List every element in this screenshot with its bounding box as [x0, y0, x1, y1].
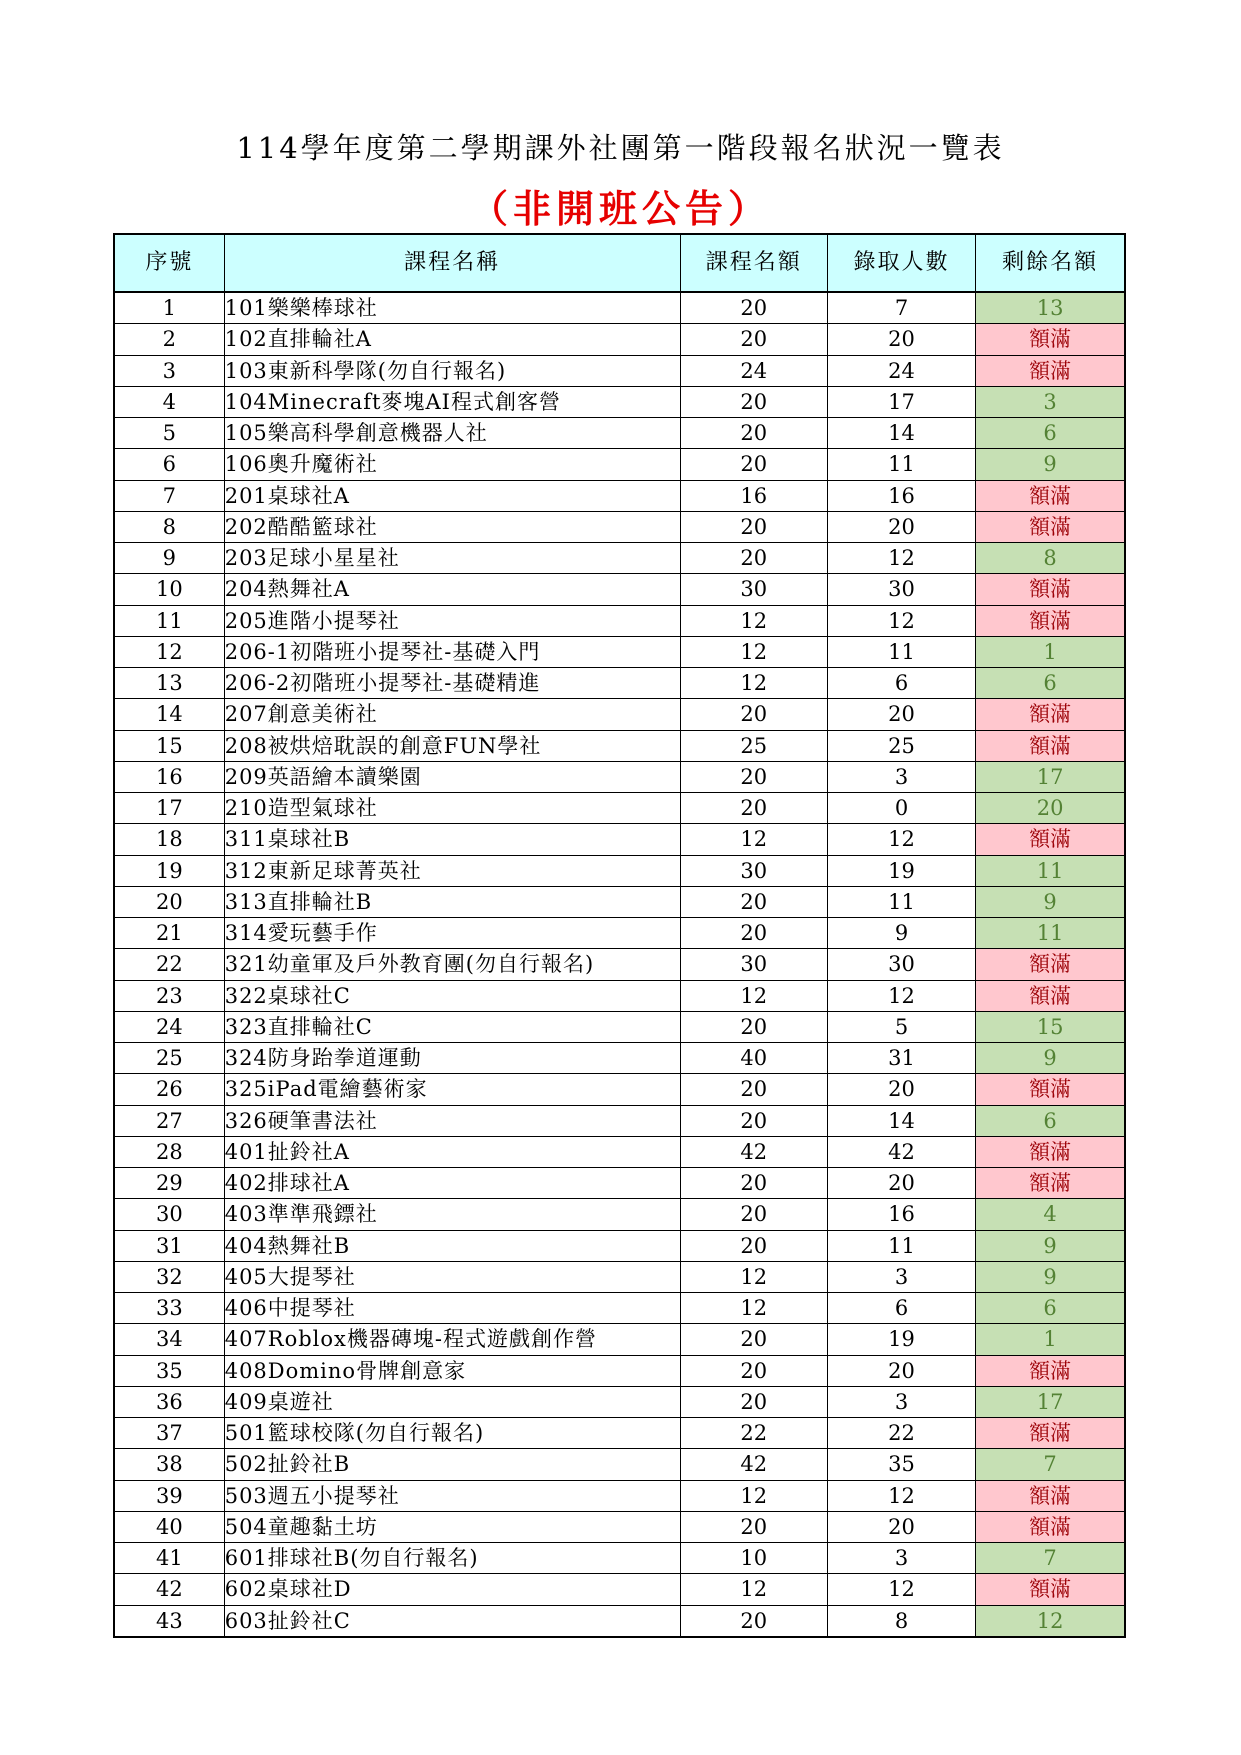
course-name-cell: 311桌球社B — [224, 824, 680, 855]
table-row — [114, 418, 1125, 449]
serial-number-cell: 2 — [114, 324, 224, 355]
course-quota-cell: 12 — [680, 1293, 827, 1324]
admitted-count-cell: 3 — [827, 761, 975, 792]
table-row — [114, 793, 1125, 824]
remaining-slots-cell: 20 — [976, 793, 1125, 824]
serial-number-cell: 35 — [114, 1355, 224, 1386]
remaining-slots-cell: 1 — [976, 636, 1125, 667]
serial-number-cell: 17 — [114, 793, 224, 824]
admitted-count-cell: 20 — [827, 1355, 975, 1386]
course-quota-cell: 16 — [680, 480, 827, 511]
course-name-cell: 203足球小星星社 — [224, 543, 680, 574]
remaining-slots-cell: 額滿 — [976, 1418, 1125, 1449]
admitted-count-cell: 6 — [827, 668, 975, 699]
course-quota-cell: 42 — [680, 1136, 827, 1167]
course-name-cell: 407Roblox機器磚塊-程式遊戲創作營 — [224, 1324, 680, 1355]
admitted-count-cell: 3 — [827, 1543, 975, 1574]
admitted-count-cell: 12 — [827, 1480, 975, 1511]
course-quota-cell: 20 — [680, 386, 827, 417]
course-quota-cell: 20 — [680, 1105, 827, 1136]
serial-number-cell: 10 — [114, 574, 224, 605]
table-row — [114, 1168, 1125, 1199]
course-name-cell: 313直排輪社B — [224, 886, 680, 917]
serial-number-cell: 9 — [114, 543, 224, 574]
course-quota-cell: 30 — [680, 574, 827, 605]
admitted-count-cell: 16 — [827, 480, 975, 511]
admitted-count-cell: 20 — [827, 324, 975, 355]
course-name-cell: 322桌球社C — [224, 980, 680, 1011]
course-name-cell: 403準準飛鏢社 — [224, 1199, 680, 1230]
serial-number-cell: 28 — [114, 1136, 224, 1167]
serial-number-cell: 21 — [114, 918, 224, 949]
admitted-count-cell: 12 — [827, 1574, 975, 1605]
remaining-slots-cell: 9 — [976, 1261, 1125, 1292]
serial-number-cell: 6 — [114, 449, 224, 480]
remaining-slots-cell: 額滿 — [976, 574, 1125, 605]
remaining-slots-cell: 9 — [976, 886, 1125, 917]
admitted-count-cell: 3 — [827, 1261, 975, 1292]
course-quota-cell: 10 — [680, 1543, 827, 1574]
course-quota-cell: 12 — [680, 668, 827, 699]
remaining-slots-cell: 額滿 — [976, 324, 1125, 355]
serial-number-cell: 16 — [114, 761, 224, 792]
serial-number-cell: 24 — [114, 1011, 224, 1042]
table-row — [114, 824, 1125, 855]
admitted-count-cell: 0 — [827, 793, 975, 824]
admitted-count-cell: 8 — [827, 1605, 975, 1637]
table-row — [114, 980, 1125, 1011]
serial-number-cell: 19 — [114, 855, 224, 886]
header-row — [114, 234, 1125, 292]
course-quota-cell: 40 — [680, 1043, 827, 1074]
admitted-count-cell: 17 — [827, 386, 975, 417]
table-row — [114, 918, 1125, 949]
table-row — [114, 636, 1125, 667]
remaining-slots-cell: 7 — [976, 1449, 1125, 1480]
admitted-count-cell: 3 — [827, 1386, 975, 1417]
table-row — [114, 1418, 1125, 1449]
course-quota-cell: 30 — [680, 855, 827, 886]
remaining-slots-cell: 9 — [976, 449, 1125, 480]
course-name-cell: 326硬筆書法社 — [224, 1105, 680, 1136]
course-quota-cell: 12 — [680, 1574, 827, 1605]
serial-number-cell: 31 — [114, 1230, 224, 1261]
course-quota-cell: 12 — [680, 824, 827, 855]
table-row — [114, 386, 1125, 417]
serial-number-cell: 36 — [114, 1386, 224, 1417]
serial-number-cell: 23 — [114, 980, 224, 1011]
course-name-cell: 106奧升魔術社 — [224, 449, 680, 480]
course-quota-cell: 12 — [680, 1480, 827, 1511]
course-quota-cell: 12 — [680, 636, 827, 667]
remaining-slots-cell: 12 — [976, 1605, 1125, 1637]
admitted-count-cell: 5 — [827, 1011, 975, 1042]
course-name-cell: 402排球社A — [224, 1168, 680, 1199]
remaining-slots-cell: 17 — [976, 1386, 1125, 1417]
serial-number-cell: 37 — [114, 1418, 224, 1449]
remaining-slots-cell: 額滿 — [976, 1168, 1125, 1199]
admitted-count-cell: 12 — [827, 980, 975, 1011]
remaining-slots-cell: 11 — [976, 918, 1125, 949]
table-row — [114, 1324, 1125, 1355]
course-name-cell: 323直排輪社C — [224, 1011, 680, 1042]
admitted-count-cell: 19 — [827, 1324, 975, 1355]
course-name-cell: 208被烘焙耽誤的創意FUN學社 — [224, 730, 680, 761]
course-quota-cell: 20 — [680, 918, 827, 949]
table-row — [114, 543, 1125, 574]
admitted-count-cell: 12 — [827, 605, 975, 636]
table-row — [114, 1199, 1125, 1230]
admitted-count-cell: 6 — [827, 1293, 975, 1324]
course-quota-cell: 20 — [680, 886, 827, 917]
admitted-count-cell: 42 — [827, 1136, 975, 1167]
admitted-count-cell: 11 — [827, 1230, 975, 1261]
admitted-count-cell: 30 — [827, 949, 975, 980]
course-quota-cell: 12 — [680, 980, 827, 1011]
admitted-count-cell: 20 — [827, 511, 975, 542]
serial-number-cell: 27 — [114, 1105, 224, 1136]
serial-number-cell: 39 — [114, 1480, 224, 1511]
course-quota-cell: 30 — [680, 949, 827, 980]
course-quota-cell: 25 — [680, 730, 827, 761]
serial-number-cell: 29 — [114, 1168, 224, 1199]
serial-number-cell: 41 — [114, 1543, 224, 1574]
table-row — [114, 605, 1125, 636]
admitted-count-cell: 30 — [827, 574, 975, 605]
table-row — [114, 292, 1125, 324]
remaining-slots-cell: 7 — [976, 1543, 1125, 1574]
table-row — [114, 699, 1125, 730]
course-name-cell: 601排球社B(勿自行報名) — [224, 1543, 680, 1574]
course-name-cell: 501籃球校隊(勿自行報名) — [224, 1418, 680, 1449]
admitted-count-cell: 12 — [827, 824, 975, 855]
course-name-cell: 210造型氣球社 — [224, 793, 680, 824]
table-row — [114, 355, 1125, 386]
remaining-slots-cell: 額滿 — [976, 355, 1125, 386]
admitted-count-cell: 9 — [827, 918, 975, 949]
course-name-cell: 406中提琴社 — [224, 1293, 680, 1324]
remaining-slots-cell: 額滿 — [976, 730, 1125, 761]
remaining-slots-cell: 額滿 — [976, 980, 1125, 1011]
non-class-notice-subtitle: （非開班公告） — [469, 186, 771, 231]
remaining-slots-cell: 額滿 — [976, 480, 1125, 511]
table-row — [114, 1011, 1125, 1042]
course-name-cell: 204熱舞社A — [224, 574, 680, 605]
document-title: 114學年度第二學期課外社團第一階段報名狀況一覽表 — [236, 131, 1005, 165]
remaining-slots-cell: 額滿 — [976, 949, 1125, 980]
remaining-slots-cell: 額滿 — [976, 1480, 1125, 1511]
course-quota-cell: 20 — [680, 1074, 827, 1105]
course-name-cell: 502扯鈴社B — [224, 1449, 680, 1480]
course-quota-cell: 20 — [680, 292, 827, 324]
serial-number-cell: 26 — [114, 1074, 224, 1105]
course-name-cell: 104Minecraft麥塊AI程式創客營 — [224, 386, 680, 417]
course-quota-cell: 20 — [680, 1168, 827, 1199]
serial-number-cell: 43 — [114, 1605, 224, 1637]
table-row — [114, 1574, 1125, 1605]
course-name-cell: 101樂樂棒球社 — [224, 292, 680, 324]
course-quota-cell: 20 — [680, 1355, 827, 1386]
serial-number-cell: 8 — [114, 511, 224, 542]
admitted-count-cell: 11 — [827, 636, 975, 667]
course-name-cell: 206-1初階班小提琴社-基礎入門 — [224, 636, 680, 667]
table-row — [114, 949, 1125, 980]
course-quota-cell: 20 — [680, 543, 827, 574]
admitted-count-cell: 35 — [827, 1449, 975, 1480]
admitted-count-cell: 7 — [827, 292, 975, 324]
course-quota-cell: 20 — [680, 1324, 827, 1355]
table-row — [114, 1293, 1125, 1324]
remaining-slots-cell: 額滿 — [976, 1355, 1125, 1386]
course-name-cell: 321幼童軍及戶外教育團(勿自行報名) — [224, 949, 680, 980]
table-row — [114, 761, 1125, 792]
course-quota-cell: 20 — [680, 1511, 827, 1542]
course-name-cell: 312東新足球菁英社 — [224, 855, 680, 886]
remaining-slots-cell: 4 — [976, 1199, 1125, 1230]
table-row — [114, 1449, 1125, 1480]
course-name-cell: 603扯鈴社C — [224, 1605, 680, 1637]
table-row — [114, 1480, 1125, 1511]
course-quota-cell: 20 — [680, 1605, 827, 1637]
course-name-cell: 503週五小提琴社 — [224, 1480, 680, 1511]
header-remaining-slots: 剩餘名額 — [976, 234, 1125, 292]
course-name-cell: 409桌遊社 — [224, 1386, 680, 1417]
remaining-slots-cell: 17 — [976, 761, 1125, 792]
course-name-cell: 602桌球社D — [224, 1574, 680, 1605]
admitted-count-cell: 20 — [827, 699, 975, 730]
course-name-cell: 201桌球社A — [224, 480, 680, 511]
remaining-slots-cell: 15 — [976, 1011, 1125, 1042]
table-row — [114, 855, 1125, 886]
course-quota-cell: 20 — [680, 761, 827, 792]
course-name-cell: 205進階小提琴社 — [224, 605, 680, 636]
serial-number-cell: 30 — [114, 1199, 224, 1230]
serial-number-cell: 25 — [114, 1043, 224, 1074]
admitted-count-cell: 24 — [827, 355, 975, 386]
course-quota-cell: 20 — [680, 699, 827, 730]
remaining-slots-cell: 額滿 — [976, 511, 1125, 542]
table-row — [114, 449, 1125, 480]
remaining-slots-cell: 9 — [976, 1230, 1125, 1261]
table-row — [114, 886, 1125, 917]
course-quota-cell: 42 — [680, 1449, 827, 1480]
remaining-slots-cell: 額滿 — [976, 1136, 1125, 1167]
course-name-cell: 102直排輪社A — [224, 324, 680, 355]
table-row — [114, 1136, 1125, 1167]
table-row — [114, 1230, 1125, 1261]
table-row — [114, 1605, 1125, 1637]
course-quota-cell: 20 — [680, 324, 827, 355]
remaining-slots-cell: 額滿 — [976, 824, 1125, 855]
course-quota-cell: 20 — [680, 1386, 827, 1417]
table-row — [114, 1074, 1125, 1105]
admitted-count-cell: 20 — [827, 1074, 975, 1105]
course-name-cell: 202酷酷籃球社 — [224, 511, 680, 542]
course-quota-cell: 24 — [680, 355, 827, 386]
serial-number-cell: 7 — [114, 480, 224, 511]
course-name-cell: 325iPad電繪藝術家 — [224, 1074, 680, 1105]
serial-number-cell: 12 — [114, 636, 224, 667]
remaining-slots-cell: 額滿 — [976, 605, 1125, 636]
serial-number-cell: 18 — [114, 824, 224, 855]
course-quota-cell: 20 — [680, 1199, 827, 1230]
header-serial-number: 序號 — [114, 234, 224, 292]
table-row — [114, 1261, 1125, 1292]
remaining-slots-cell: 額滿 — [976, 1074, 1125, 1105]
course-name-cell: 207創意美術社 — [224, 699, 680, 730]
serial-number-cell: 38 — [114, 1449, 224, 1480]
remaining-slots-cell: 6 — [976, 1293, 1125, 1324]
table-row — [114, 480, 1125, 511]
course-name-cell: 405大提琴社 — [224, 1261, 680, 1292]
serial-number-cell: 1 — [114, 292, 224, 324]
header-admitted-count: 錄取人數 — [827, 234, 975, 292]
remaining-slots-cell: 額滿 — [976, 699, 1125, 730]
admitted-count-cell: 11 — [827, 886, 975, 917]
remaining-slots-cell: 額滿 — [976, 1574, 1125, 1605]
admitted-count-cell: 11 — [827, 449, 975, 480]
table-row — [114, 1043, 1125, 1074]
header-course-name: 課程名稱 — [224, 234, 680, 292]
course-quota-cell: 20 — [680, 449, 827, 480]
remaining-slots-cell: 11 — [976, 855, 1125, 886]
course-quota-cell: 20 — [680, 1230, 827, 1261]
serial-number-cell: 32 — [114, 1261, 224, 1292]
remaining-slots-cell: 額滿 — [976, 1511, 1125, 1542]
course-name-cell: 408Domino骨牌創意家 — [224, 1355, 680, 1386]
serial-number-cell: 3 — [114, 355, 224, 386]
remaining-slots-cell: 3 — [976, 386, 1125, 417]
course-name-cell: 404熱舞社B — [224, 1230, 680, 1261]
table-row — [114, 511, 1125, 542]
remaining-slots-cell: 6 — [976, 418, 1125, 449]
table-row — [114, 1386, 1125, 1417]
serial-number-cell: 34 — [114, 1324, 224, 1355]
course-name-cell: 206-2初階班小提琴社-基礎精進 — [224, 668, 680, 699]
course-name-cell: 105樂高科學創意機器人社 — [224, 418, 680, 449]
course-quota-cell: 22 — [680, 1418, 827, 1449]
admitted-count-cell: 19 — [827, 855, 975, 886]
admitted-count-cell: 12 — [827, 543, 975, 574]
remaining-slots-cell: 9 — [976, 1043, 1125, 1074]
admitted-count-cell: 16 — [827, 1199, 975, 1230]
serial-number-cell: 33 — [114, 1293, 224, 1324]
table-header — [114, 234, 1125, 292]
registration-status-table — [113, 233, 1126, 1638]
table-row — [114, 730, 1125, 761]
serial-number-cell: 14 — [114, 699, 224, 730]
admitted-count-cell: 20 — [827, 1168, 975, 1199]
table-row — [114, 1543, 1125, 1574]
course-quota-cell: 12 — [680, 1261, 827, 1292]
serial-number-cell: 40 — [114, 1511, 224, 1542]
admitted-count-cell: 14 — [827, 418, 975, 449]
admitted-count-cell: 31 — [827, 1043, 975, 1074]
course-name-cell: 314愛玩藝手作 — [224, 918, 680, 949]
admitted-count-cell: 25 — [827, 730, 975, 761]
table-row — [114, 324, 1125, 355]
course-name-cell: 209英語繪本讀樂園 — [224, 761, 680, 792]
admitted-count-cell: 20 — [827, 1511, 975, 1542]
serial-number-cell: 11 — [114, 605, 224, 636]
course-quota-cell: 20 — [680, 418, 827, 449]
table-row — [114, 1355, 1125, 1386]
serial-number-cell: 42 — [114, 1574, 224, 1605]
course-name-cell: 401扯鈴社A — [224, 1136, 680, 1167]
serial-number-cell: 15 — [114, 730, 224, 761]
course-name-cell: 324防身跆拳道運動 — [224, 1043, 680, 1074]
course-name-cell: 504童趣黏土坊 — [224, 1511, 680, 1542]
table-row — [114, 668, 1125, 699]
serial-number-cell: 20 — [114, 886, 224, 917]
table-row — [114, 1511, 1125, 1542]
remaining-slots-cell: 6 — [976, 668, 1125, 699]
course-quota-cell: 12 — [680, 605, 827, 636]
serial-number-cell: 4 — [114, 386, 224, 417]
remaining-slots-cell: 6 — [976, 1105, 1125, 1136]
course-quota-cell: 20 — [680, 793, 827, 824]
course-name-cell: 103東新科學隊(勿自行報名) — [224, 355, 680, 386]
header-course-quota: 課程名額 — [680, 234, 827, 292]
remaining-slots-cell: 1 — [976, 1324, 1125, 1355]
course-quota-cell: 20 — [680, 511, 827, 542]
remaining-slots-cell: 8 — [976, 543, 1125, 574]
table-row — [114, 1105, 1125, 1136]
admitted-count-cell: 22 — [827, 1418, 975, 1449]
table-row — [114, 574, 1125, 605]
serial-number-cell: 5 — [114, 418, 224, 449]
serial-number-cell: 22 — [114, 949, 224, 980]
serial-number-cell: 13 — [114, 668, 224, 699]
table-body — [114, 292, 1125, 1637]
course-quota-cell: 20 — [680, 1011, 827, 1042]
remaining-slots-cell: 13 — [976, 292, 1125, 324]
admitted-count-cell: 14 — [827, 1105, 975, 1136]
